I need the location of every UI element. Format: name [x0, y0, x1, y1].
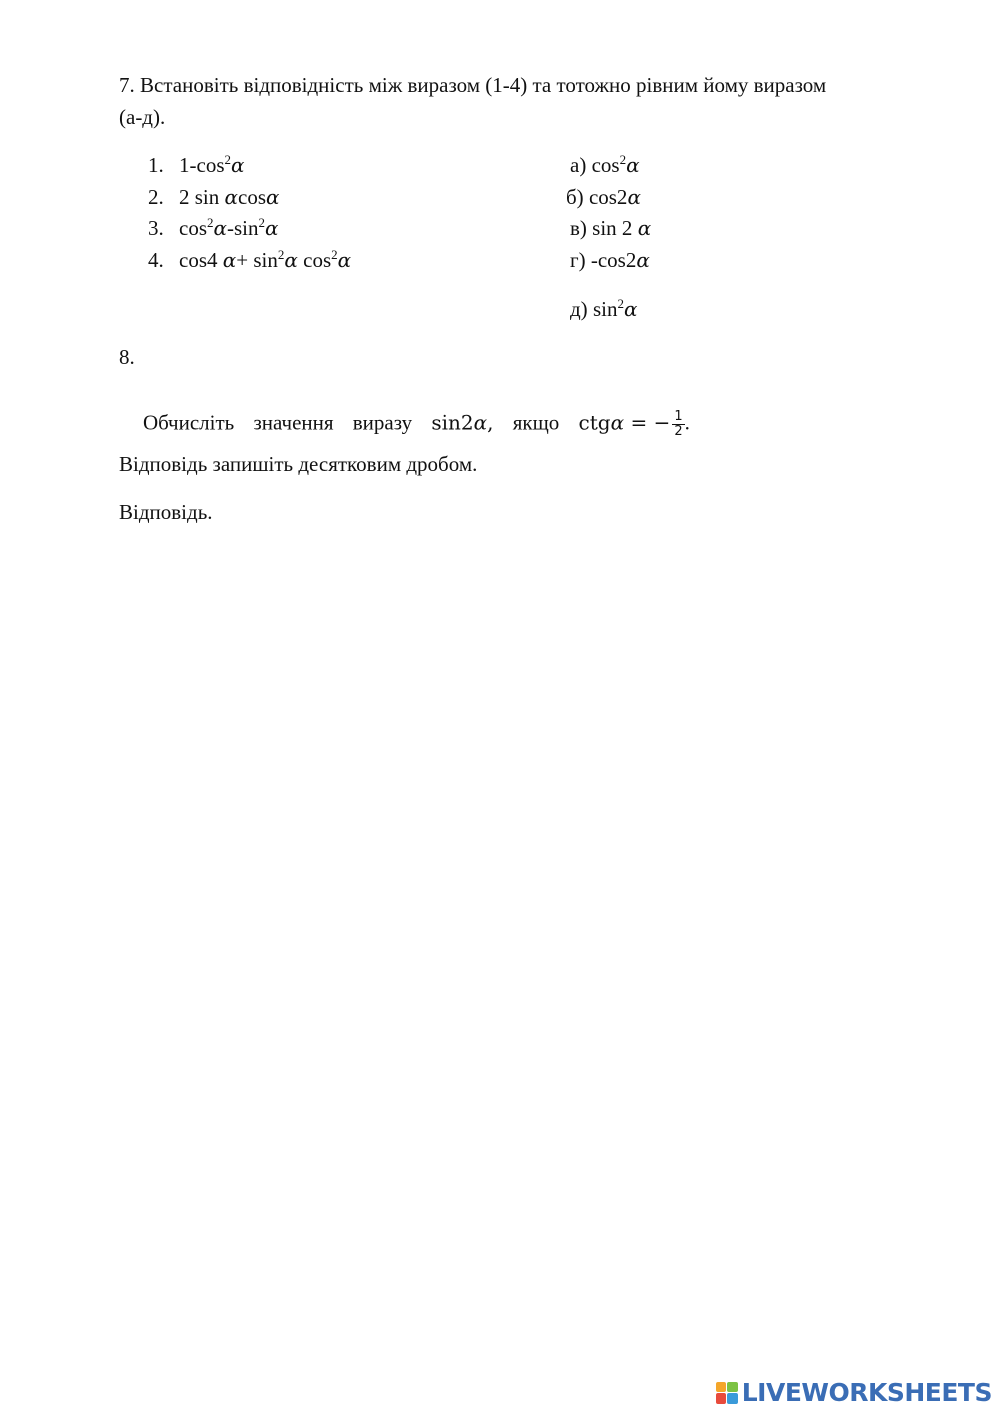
option-label: д): [570, 297, 588, 321]
option-label: г): [570, 248, 586, 272]
option-expression: cos2α: [588, 185, 641, 209]
q8-condition: ctgα = −: [578, 410, 671, 435]
fraction-numerator: 1: [674, 409, 683, 424]
option-expression: $\cos^2\alpha$: [591, 152, 640, 177]
fraction-denominator: 2: [674, 424, 683, 439]
option-label: а): [570, 153, 587, 177]
item-expression: cos4 $\alpha+ \sin^2\alpha$ $\cos^2\alpha$: [179, 247, 352, 272]
q8-sentence: Обчисліть значення виразу: [143, 410, 413, 435]
q7-prompt-line2: (а-д).: [119, 105, 166, 129]
q7-left-item-1: [148, 153, 245, 178]
q8-fraction: [672, 410, 684, 439]
q7-right-option-a: [570, 153, 640, 178]
q7-left-item-2: [148, 185, 280, 210]
item-expression: $1-\cos^2\alpha$: [179, 152, 245, 177]
option-label: б): [566, 185, 584, 209]
liveworksheets-logo-text: LIVEWORKSHEETS: [741, 1378, 992, 1407]
item-expression: $\cos^2\alpha-\sin^2\alpha$: [179, 215, 279, 240]
option-expression: sin 2 α: [592, 216, 652, 240]
option-expression: $\sin^2\alpha$: [592, 296, 638, 321]
q8-prompt: [143, 410, 690, 439]
item-number: 1.: [148, 153, 164, 177]
q7-right-option-g: [570, 248, 650, 273]
q8-if-word: якщо: [512, 410, 560, 435]
q7-right-option-d: [570, 297, 637, 322]
item-number: 3.: [148, 216, 164, 240]
q7-left-item-4: [148, 248, 351, 273]
item-number: 4.: [148, 248, 164, 272]
q7-right-option-v: [570, 216, 651, 241]
q7-prompt-line1: 7. Встановіть відповідність між виразом (1-4) та тотожно рівним йому виразом: [119, 73, 827, 97]
option-expression: -cos2α: [590, 248, 650, 272]
liveworksheets-logo-icon: [716, 1382, 738, 1404]
q7-right-option-b: [566, 185, 641, 210]
item-expression: 2 sin αcosα: [179, 185, 280, 209]
q8-expression: sin2α,: [431, 410, 494, 435]
q8-number: 8.: [119, 345, 135, 369]
q7-left-item-3: [148, 216, 279, 241]
liveworksheets-logo: [716, 1378, 992, 1407]
item-number: 2.: [148, 185, 164, 209]
q8-answer-label: Відповідь.: [119, 500, 213, 524]
q8-period: .: [684, 410, 690, 435]
option-label: в): [570, 216, 587, 240]
q8-instruction: Відповідь запишіть десятковим дробом.: [119, 452, 478, 476]
